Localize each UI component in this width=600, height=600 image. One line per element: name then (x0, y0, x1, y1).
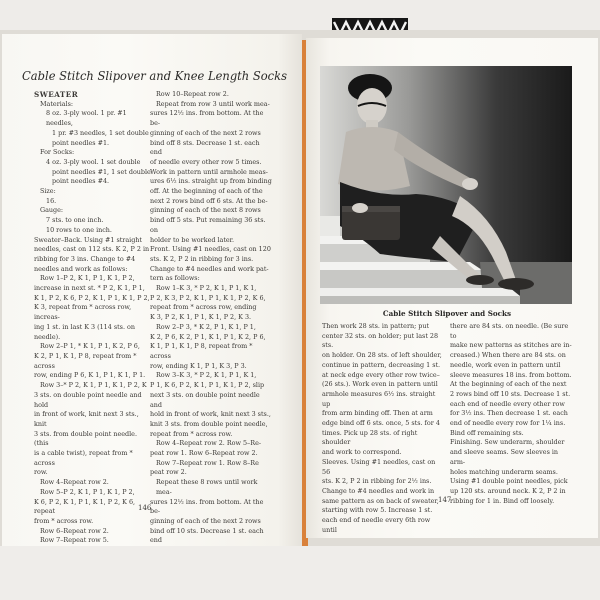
text-line: repeat from * across row. (150, 429, 233, 438)
left-text-column (34, 90, 152, 565)
text-line: and sleeve seams. Sew sleeves in arm- (450, 448, 559, 466)
text-line: and work to correspond. (322, 448, 402, 457)
text-line: ribbing for 3 ins. Change to #4 (34, 254, 136, 263)
text-line: 8 oz. 3-ply wool. 1 pr. #1 needles, (46, 109, 127, 128)
text-line: hold in front of work, knit next 3 sts., (150, 410, 271, 419)
model-photograph (320, 66, 572, 304)
text-line: Repeat from row 3 until work mea- (156, 99, 270, 108)
text-line: ing 1 st. in last K 3 (114 sts. on needle). (34, 322, 135, 341)
text-line: 10 rows to one inch. (46, 225, 112, 234)
text-line: end of needle every row for 1¼ ins. (450, 419, 566, 428)
left-page-number: 146 (138, 504, 152, 512)
text-line: 3 sts. from double point needle. (this (34, 429, 137, 448)
text-line: For Socks: (40, 148, 75, 157)
text-line: Work in pattern until armhole meas- (150, 167, 268, 176)
text-line: 2 rows bind off 10 sts. Decrease 1 st. (450, 389, 571, 398)
text-line: K 3, P 2, K 1, P 1, K 1, P 2, K 3. (150, 313, 252, 322)
text-line: armhole measures 6½ ins. straight up (322, 389, 436, 408)
text-line: 3 sts. on double point needle and hold (34, 390, 142, 409)
text-line: from arm binding off. Then at arm (322, 409, 433, 418)
text-line: continue in pattern, decreasing 1 st. (322, 360, 441, 369)
text-line: holes matching underarm seams. (450, 467, 558, 476)
text-line: Row 4–Repeat row 2. Row 5–Re- (156, 439, 262, 448)
text-line: Row 6–Repeat row 2. (40, 526, 109, 535)
text-line: edge bind off 6 sts. once, 5 sts. for 4 (322, 419, 440, 428)
text-line: Then work 28 sts. in pattern; put (322, 322, 430, 330)
text-line: point needles #4. (52, 177, 110, 186)
text-line: Front. Using #1 needles, cast on 120 (150, 245, 271, 254)
text-line: Repeat these 8 rows until work mea- (156, 478, 258, 496)
text-line: ribbing for 1 in. Bind off loosely. (450, 496, 555, 505)
text-line: P 1, K 6, P 2, K 1, P 1, K 1, P 2, slip (150, 381, 265, 390)
text-line: increase in next st. * P 2, K 1, P 1, (34, 284, 145, 293)
text-line: Size: (40, 187, 56, 196)
text-line: SWEATER (34, 90, 79, 99)
text-line: Sweater–Back. Using #1 straight (34, 235, 142, 244)
text-line: sures 12½ ins. from bottom. At the be- (150, 497, 264, 516)
text-line: Row 4–Repeat row 2. (40, 478, 109, 487)
text-line: at neck edge every other row twice– (322, 370, 440, 379)
text-line: each end of needle every other row (450, 399, 565, 408)
text-line: Row 3–K 3, * P 2, K 1, P 1, K 1, (156, 371, 257, 380)
text-line: Row 1–K 3, * P 2, K 1, P 1, K 1, (156, 284, 257, 293)
text-line: Change to #4 needles and work pat- (150, 264, 269, 273)
text-line: make new patterns as stitches are in- (450, 341, 572, 350)
text-line: sleeve measures 18 ins. from bottom. (450, 370, 572, 379)
text-line: Materials: (40, 99, 74, 108)
text-line: 1 pr. #3 needles, 1 set double (52, 128, 149, 137)
text-line: Change to #4 needles and work in (322, 486, 435, 495)
text-line: row. (34, 468, 48, 477)
text-line: needles, cast on 112 sts. K 2, P 2 in (34, 245, 150, 254)
text-line: needle, work even in pattern until (450, 360, 561, 369)
text-line: center 32 sts. on holder; put last 28 sts. (322, 331, 439, 350)
text-line: At the beginning of each of the next (450, 380, 567, 389)
text-line: holder to be worked later. (150, 235, 235, 244)
text-line: 16. (46, 196, 57, 205)
text-line: sures 12½ ins. from bottom. At the be- (150, 109, 264, 128)
text-line: Row 7–Repeat row 1. Row 8–Re (156, 458, 259, 467)
text-line: peat row 2. (150, 468, 187, 477)
table-surface (0, 546, 600, 600)
text-line: bind off 8 sts. Decrease 1 st. each end (150, 138, 260, 157)
text-line: K 6, P 2, K 1, P 1, K 1, P 2, K 6, repeat (34, 497, 136, 516)
text-line: K 1, P 2, K 6, P 2, K 1, P 1, K 1, P 2, (34, 293, 150, 302)
text-line: point needles #1. (52, 138, 110, 147)
text-line: Row 2–P 1, * K 1, P 1, K 2, P 6, (40, 342, 140, 351)
text-line: from * across row. (34, 516, 94, 525)
text-line: P 2, K 3, P 2, K 1, P 1, K 1, P 2, K 6, (150, 293, 266, 302)
photo-caption: Cable Stitch Slipover and Socks (382, 309, 512, 318)
text-line: 4 oz. 3-ply wool. 1 set double (46, 157, 141, 166)
text-line: knit 3 sts. from double point needle, (150, 419, 268, 428)
text-line: off. At the beginning of each of the (150, 187, 263, 196)
page-title: Cable Stitch Slipover and Knee Length Socks (22, 68, 287, 83)
text-line: Gauge: (40, 206, 64, 215)
text-line: of needle every other row 5 times. (150, 157, 262, 166)
right-text-column-1 (322, 322, 444, 535)
middle-text-column (150, 90, 272, 575)
text-line: for 3½ ins. Then decrease 1 st. each (450, 409, 568, 418)
text-line: repeat from * across row, ending (150, 303, 257, 312)
text-line: is a cable twist), repeat from * across (34, 449, 133, 467)
text-line: Finishing. Sew underarm, shoulder (450, 438, 565, 447)
text-line: K 1, P 1, K 1, P 8, repeat from * across (150, 342, 253, 360)
text-line: creased.) When there are 84 sts. on (450, 351, 566, 360)
text-line: Sleeves. Using #1 needles, cast on 56 (322, 457, 436, 476)
text-line: K 3, repeat from * across row, increas- (34, 303, 132, 322)
text-line: ginning of each of the next 8 rows (150, 206, 261, 215)
text-line: row, ending P 6, K 1, P 1, K 1, P 1. (34, 371, 146, 380)
text-line: times. Pick up 28 sts. of right shoulder (322, 428, 418, 447)
text-line: ginning of each of the next 2 rows (150, 516, 261, 525)
text-line: K 2, P 6, K 2, P 1, K 1, P 1, K 2, P 6, (150, 332, 266, 341)
text-line: Row 1–P 2, K 1, P 1, K 1, P 2, (40, 274, 135, 283)
text-line: Row 7–Repeat row 5. (40, 536, 109, 545)
text-line: Row 2–P 3, * K 2, P 1, K 1, P 1, (156, 322, 256, 331)
text-line: sts. K 2, P 2 in ribbing for 3 ins. (150, 254, 254, 263)
right-text-column-2 (450, 322, 572, 506)
text-line: K 2, P 1, K 1, P 8, repeat from * across (34, 351, 137, 370)
text-line: up 120 sts. around neck. K 2, P 2 in (450, 486, 566, 495)
text-line: sts. K 2, P 2 in ribbing for 2½ ins. (322, 477, 432, 486)
text-line: needles and work as follows: (34, 264, 128, 273)
text-line: starting with row 5. Increase 1 st. (322, 506, 433, 515)
text-line: next 2 rows bind off 6 sts. At the be- (150, 196, 268, 205)
text-line: Row 3–* P 2, K 1, P 1, K 1, P 2, K (40, 381, 147, 390)
text-line: ures 6½ ins. straight up from binding (150, 177, 272, 186)
text-line: on holder. On 28 sts. of left shoulder, (322, 351, 442, 360)
text-line: each end of needle every 6th row until (322, 516, 431, 534)
text-line: there are 84 sts. on needle. (Be sure to (450, 322, 569, 340)
text-line: (26 sts.). Work even in pattern until (322, 380, 438, 389)
text-line: Row 10–Repeat row 2. (156, 90, 229, 98)
text-line: peat row 1. Row 6–Repeat row 2. (150, 449, 258, 458)
text-line: row, ending K 1, P 1, K 3, P 3. (150, 361, 247, 370)
text-line: point needles #1, 1 set double (52, 167, 151, 176)
text-line: Using #1 double point needles, pick (450, 477, 568, 486)
right-page-number: 147 (438, 496, 452, 504)
text-line: ginning of each of the next 2 rows (150, 128, 261, 137)
text-line: Bind off remaining sts. (450, 428, 524, 437)
text-line: same pattern as on back of sweater, (322, 496, 439, 505)
text-line: next 3 sts. on double point needle and (150, 390, 260, 409)
text-line: in front of work, knit next 3 sts., knit (34, 410, 139, 428)
text-line: Row 5–P 2, K 1, P 1, K 1, P 2, (40, 487, 135, 496)
text-line: bind off 5 sts. Put remaining 36 sts. on (150, 216, 266, 234)
text-line: 7 sts. to one inch. (46, 216, 104, 225)
text-line: bind off 10 sts. Decrease 1 st. each end (150, 526, 264, 545)
text-line: tern as follows: (150, 274, 200, 283)
